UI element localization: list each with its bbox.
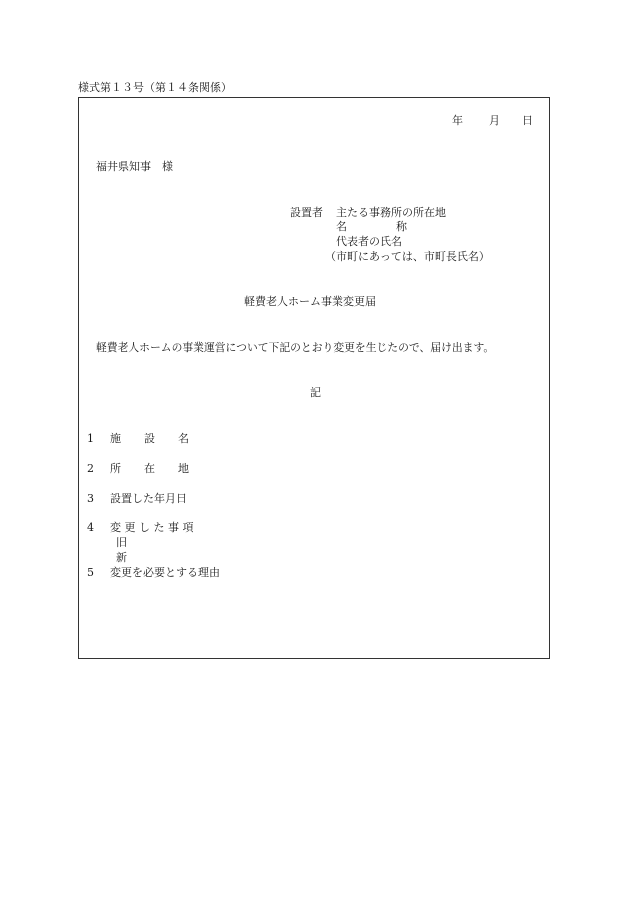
item-sub-new: 新 [116,551,127,564]
form-number: 様式第１３号（第１４条関係） [78,81,232,94]
item-sub-old: 旧 [116,536,127,549]
addressee: 福井県知事 様 [96,160,173,173]
item-number: 5 [87,566,94,579]
item-number: 3 [87,492,94,505]
name-label-1: 名 [336,220,347,233]
name-label-2: 称 [396,220,407,233]
item-label-part: 在 [144,462,155,475]
date-year: 年 [452,114,463,127]
item-label-part: 施 [110,432,121,445]
document-title: 軽費老人ホーム事業変更届 [244,295,376,308]
item-label: 変更を必要とする理由 [110,566,220,579]
applicant-role-label: 設置者 [290,206,323,219]
date-day: 日 [522,114,533,127]
item-label-part: 名 [178,432,189,445]
municipality-note: （市町にあっては、市町長氏名） [325,250,490,263]
item-label: 変 更 し た 事 項 [110,521,194,534]
item-label-part: 所 [110,462,121,475]
office-address-label: 主たる事務所の所在地 [336,206,446,219]
item-label: 設置した年月日 [110,492,187,505]
body-text: 軽費老人ホームの事業運営について下記のとおり変更を生じたので、届け出ます。 [96,341,495,354]
item-number: 1 [87,432,94,445]
item-number: 4 [87,521,94,534]
date-month: 月 [489,114,500,127]
representative-label: 代表者の氏名 [336,235,402,248]
item-label-part: 地 [178,462,189,475]
item-number: 2 [87,462,94,475]
item-label-part: 設 [144,432,155,445]
ki-heading: 記 [310,386,321,399]
